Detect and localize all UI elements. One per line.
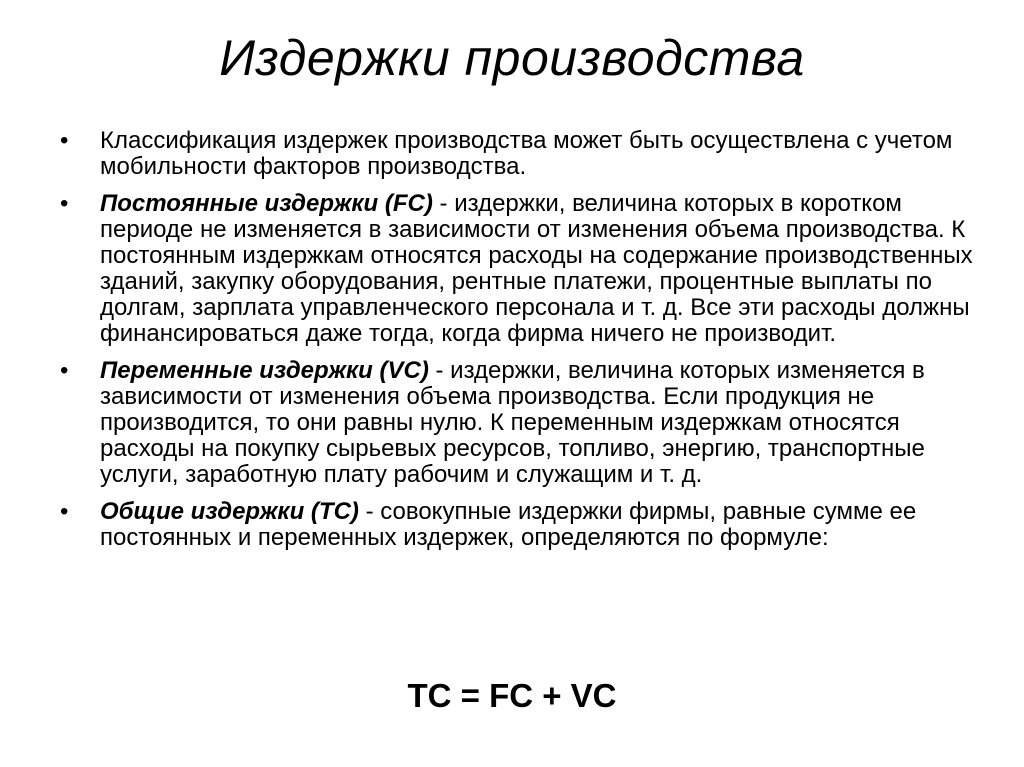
term-fixed-costs: Постоянные издержки (FC) (100, 190, 433, 217)
bullet-dot-icon: • (60, 357, 69, 384)
bullet-dot-icon: • (60, 190, 69, 217)
bullet-dot-icon: • (60, 498, 69, 525)
bullet-text: - издержки, величина которых в коротком периоде не изменяется в зависимости от изменения объема производства. К постоянным издержкам относятся расходы на содержание производственных зданий, закупку оборудования, рентные платежи, процентные выплаты по долгам, зарплата управленческого персонала и т. д. Все эти расходы должны финансироваться даже тогда, когда фирма ничего не производит. (100, 190, 973, 347)
bullet-item-variable-costs (60, 358, 980, 488)
bullet-item-fixed-costs (60, 191, 980, 347)
bullet-item-classification (60, 128, 980, 180)
formula: TC = FC + VC (407, 677, 617, 714)
slide-title: Издержки производства (219, 30, 805, 86)
bullet-text: - совокупные издержки фирмы, равные сумме ее постоянных и переменных издержек, определяются по формуле: (100, 498, 917, 551)
term-total-costs: Общие издержки (TC) (100, 498, 359, 525)
bullet-text: Классификация издержек производства может быть осуществлена с учетом мобильности факторов производства. (100, 127, 953, 180)
term-variable-costs: Переменные издержки (VC) (100, 357, 429, 384)
bullet-text: - издержки, величина которых изменяется в зависимости от изменения объема производства. Если продукция не производится, то они равны нулю. К переменным издержкам относятся расходы на покупку сырьевых ресурсов, топливо, энергию, транспортные услуги, заработную плату рабочим и служащим и т. д. (100, 357, 925, 488)
bullet-dot-icon: • (60, 127, 69, 154)
bullet-item-total-costs (60, 499, 980, 551)
bullet-list (60, 128, 980, 562)
